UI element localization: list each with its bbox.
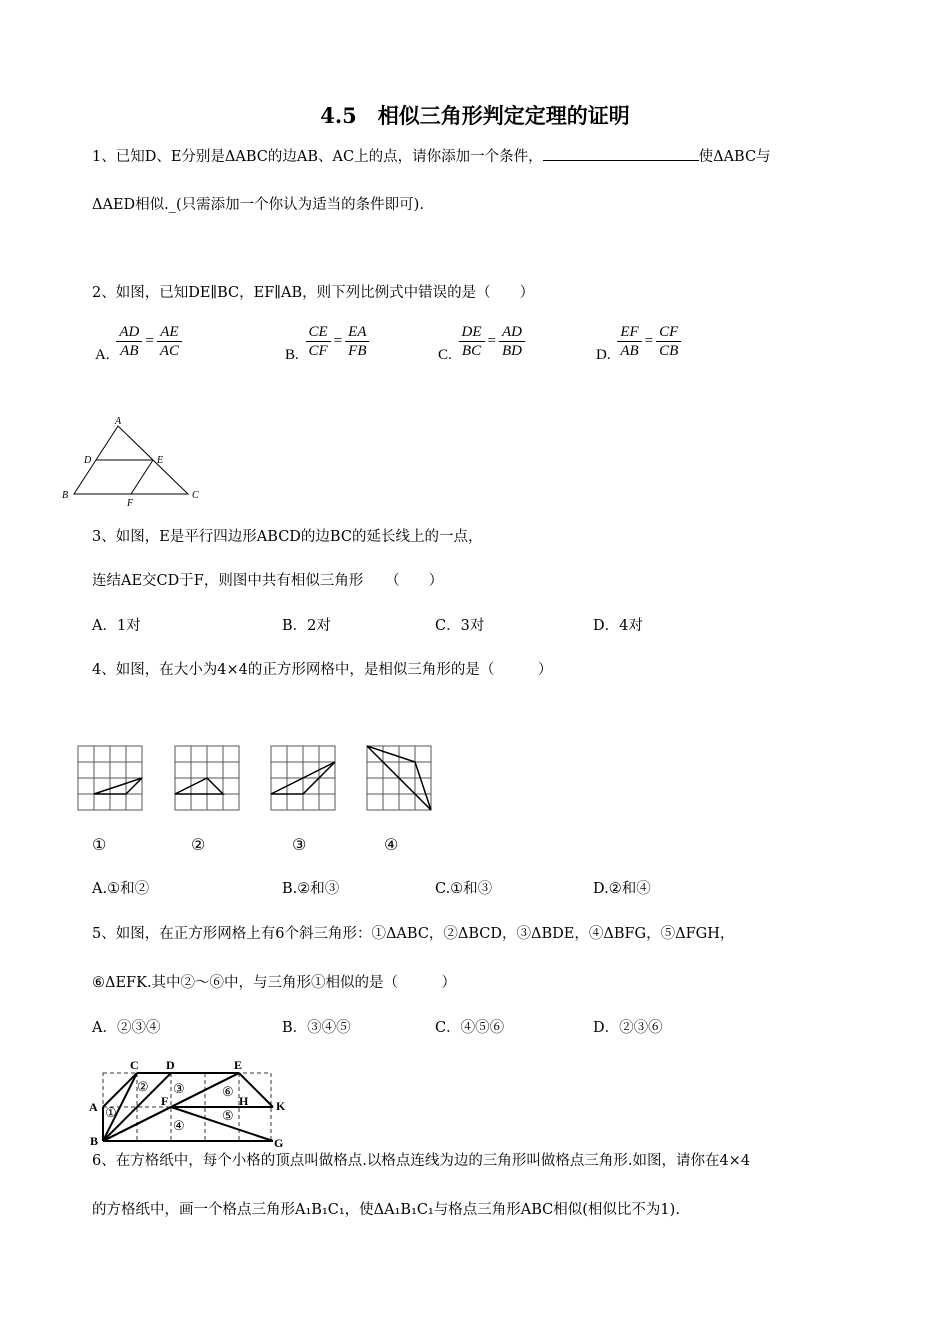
q1-answer-blank[interactable]: [543, 145, 699, 161]
q2-option-label: A.: [95, 347, 110, 363]
q4-stem: 4、如图，在大小为4×4的正方形网格中，是相似三角形的是（ ）: [92, 662, 553, 678]
point-label-k: K: [276, 1099, 286, 1113]
point-label-d: D: [166, 1058, 175, 1072]
grid-triangle: [175, 778, 223, 794]
q4-grid-2: [174, 745, 244, 815]
point-label-g: G: [274, 1136, 284, 1150]
fraction-denominator: BC: [459, 341, 485, 360]
q4-grid-3: [270, 745, 340, 815]
q3-option-a[interactable]: A．1对: [92, 618, 141, 634]
q2-option-c[interactable]: C. $\frac{DE}{BC}$ = $\frac{AD}{BD}$: [435, 323, 525, 360]
fraction-denominator: AB: [116, 341, 142, 360]
fraction-numerator: AD: [501, 324, 522, 340]
q2-triangle-figure: [58, 412, 208, 512]
q4-grid-4: [366, 745, 436, 815]
q2-option-b[interactable]: B. $\frac{CE}{CF}$ = $\frac{EA}{FB}$: [282, 323, 369, 360]
q2-option-label: B.: [285, 347, 299, 363]
q4-grid-label-3: ③: [292, 835, 307, 854]
fraction-denominator: CB: [656, 341, 681, 360]
point-label-f: F: [127, 498, 134, 509]
q1-text-b: 使ΔABC与: [698, 149, 771, 165]
q2-option-label: C.: [438, 347, 452, 363]
point-label-f: F: [161, 1094, 169, 1108]
q5-option-a[interactable]: A．②③④: [92, 1020, 161, 1036]
q6-line2: 的方格纸中，画一个格点三角形A₁B₁C₁，使ΔA₁B₁C₁与格点三角形ABC相似(相似比不为1).: [92, 1202, 680, 1218]
q4-option-d[interactable]: D.②和④: [593, 881, 651, 897]
point-label-a: A: [89, 1100, 98, 1114]
q1-text-a: 1、已知D、E分别是ΔABC的边AB、AC上的点，请你添加一个条件，: [92, 149, 543, 165]
q3-option-c[interactable]: C．3对: [435, 618, 485, 634]
q4-grid-label-4: ④: [384, 835, 399, 854]
fraction-denominator: AB: [617, 341, 641, 360]
point-label-c: C: [192, 490, 199, 501]
q1-line2: ΔAED相似._(只需添加一个你认为适当的条件即可).: [92, 197, 424, 213]
triangle-number-2: ②: [137, 1079, 149, 1094]
q4-option-a[interactable]: A.①和②: [92, 881, 150, 897]
q4-grid-label-2: ②: [191, 835, 206, 854]
q3-option-d[interactable]: D．4对: [593, 618, 643, 634]
triangle-number-5: ⑤: [222, 1108, 234, 1123]
q3-line1: 3、如图，E是平行四边形ABCD的边BC的延长线上的一点，: [92, 529, 483, 545]
grid-triangle: [94, 778, 142, 794]
triangle-number-3: ③: [173, 1081, 185, 1096]
q5-option-d[interactable]: D．②③⑥: [593, 1020, 663, 1036]
point-label-e: E: [157, 455, 164, 466]
fraction-denominator: AC: [157, 341, 182, 360]
fraction-numerator: CF: [659, 324, 679, 340]
q3-line2: 连结AE交CD于F，则图中共有相似三角形 （ ）: [92, 573, 444, 589]
point-label-h: H: [239, 1094, 249, 1108]
triangle-number-6: ⑥: [222, 1084, 234, 1099]
point-label-d: D: [84, 455, 92, 466]
fraction-denominator: FB: [345, 341, 369, 360]
q5-line2: ⑥ΔEFK.其中②～⑥中，与三角形①相似的是（ ）: [92, 975, 457, 991]
q5-line1: 5、如图，在正方形网格上有6个斜三角形：①ΔABC，②ΔBCD，③ΔBDE，④ΔBFG，⑤ΔFGH，: [92, 926, 735, 942]
segment-ef: [131, 460, 153, 494]
q4-grid-1: [77, 745, 147, 815]
q4-grid-label-1: ①: [92, 835, 107, 854]
q4-option-c[interactable]: C.①和③: [435, 881, 493, 897]
q5-grid-figure: [86, 1055, 296, 1150]
fraction-numerator: DE: [461, 324, 482, 340]
triangle-number-4: ④: [173, 1118, 185, 1133]
q6-line1: 6、在方格纸中，每个小格的顶点叫做格点.以格点连线为边的三角形叫做格点三角形.如图，请你在4×4: [92, 1153, 751, 1169]
q2-option-d[interactable]: D. $\frac{EF}{AB}$ = $\frac{CF}{CB}$: [593, 323, 681, 360]
point-label-b: B: [62, 490, 69, 501]
fraction-numerator: EF: [620, 324, 639, 340]
triangle-number-1: ①: [105, 1105, 117, 1120]
fraction-denominator: BD: [499, 341, 525, 360]
q1-line1: [92, 145, 771, 166]
page-title: 4.5 相似三角形判定定理的证明: [320, 103, 630, 128]
fraction-denominator: CF: [306, 341, 331, 360]
point-label-a: A: [115, 416, 122, 427]
q5-option-c[interactable]: C．④⑤⑥: [435, 1020, 505, 1036]
fraction-numerator: AE: [160, 324, 179, 340]
point-label-b: B: [90, 1134, 99, 1148]
q3-option-b[interactable]: B．2对: [282, 618, 331, 634]
point-label-c: C: [130, 1058, 139, 1072]
fraction-numerator: EA: [348, 324, 367, 340]
q2-option-label: D.: [596, 347, 611, 363]
point-label-e: E: [234, 1058, 243, 1072]
fraction-numerator: CE: [308, 324, 328, 340]
q2-option-a[interactable]: A. $\frac{AD}{AB}$ = $\frac{AE}{AC}$: [92, 323, 182, 360]
q4-option-b[interactable]: B.②和③: [282, 881, 340, 897]
q2-stem: 2、如图，已知DE∥BC，EF∥AB，则下列比例式中错误的是（ ）: [92, 285, 535, 301]
fraction-numerator: AD: [119, 324, 140, 340]
q5-option-b[interactable]: B．③④⑤: [282, 1020, 351, 1036]
